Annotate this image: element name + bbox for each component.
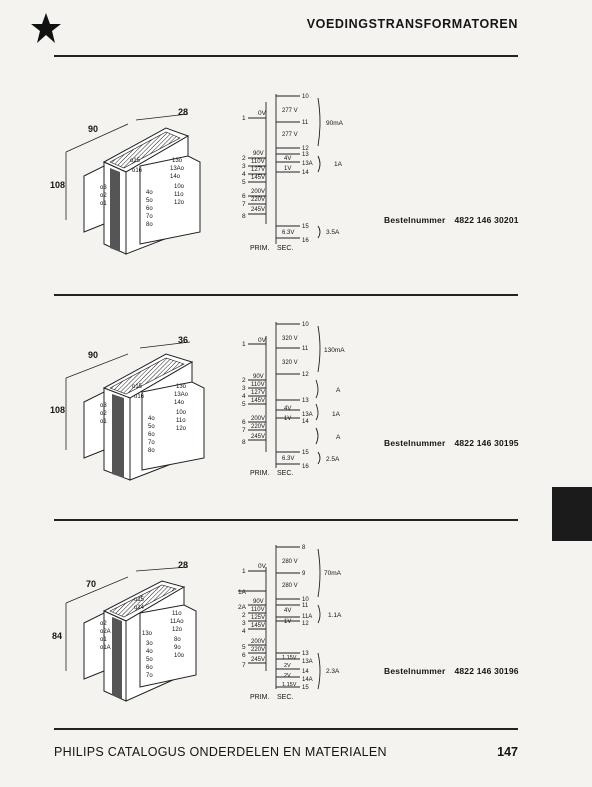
current-label: A [336, 434, 341, 441]
dim-height: 108 [50, 405, 66, 415]
prim-tap: 90V [253, 374, 264, 380]
prim-tap: 220V [251, 197, 266, 203]
order-label: Bestelnummer [384, 438, 446, 448]
sec-pin: 14 [302, 669, 309, 675]
prim-pin: 7 [242, 201, 246, 208]
pin-label: o16 [132, 168, 143, 174]
pin-label: 13Ao [174, 392, 189, 398]
pin-label: o1 [100, 201, 107, 207]
sec-pin: 9 [302, 571, 306, 577]
pin-label: 6o [148, 432, 155, 438]
section-divider [54, 519, 518, 521]
sec-pin: 16 [302, 464, 309, 470]
transformer-drawing-2 [0, 300, 592, 515]
prim-tap: 200V [251, 189, 266, 195]
pin-label: 8o [148, 448, 155, 454]
pin-label: 7o [148, 440, 155, 446]
prim-tap: 145V [251, 623, 266, 629]
prim-pin: 2 [242, 377, 246, 384]
prim-pin: 7 [242, 427, 246, 434]
sec-pin: 14 [302, 170, 309, 176]
order-number-1 [384, 215, 519, 225]
pin-label: 4o [146, 190, 153, 196]
sec-winding: 6.3V [282, 456, 295, 462]
prim-tap: 110V [251, 382, 265, 388]
sec-pin: 11A [302, 614, 313, 620]
page-number: 147 [497, 745, 518, 759]
prim-tap: 110V [251, 159, 265, 165]
prim-pin: 5 [242, 401, 246, 408]
pin-label: o14 [134, 605, 145, 611]
prim-pin: 6 [242, 419, 246, 426]
sec-winding: 1V [284, 416, 292, 422]
sec-winding: 277 V [282, 108, 298, 114]
prim-label: PRIM. [250, 245, 270, 252]
sec-winding: 280 V [282, 583, 298, 589]
pin-label: o16 [134, 394, 145, 400]
prim-tap: 127V [251, 167, 266, 173]
current-label: 1.1A [328, 612, 342, 619]
sec-label: SEC. [277, 694, 294, 701]
sec-pin: 12 [302, 621, 309, 627]
pin-label: 13o [176, 384, 187, 390]
pin-label: o2 [100, 411, 107, 417]
current-label: 70mA [324, 570, 341, 577]
order-number-2 [384, 438, 519, 448]
pin-label: o1A [100, 645, 111, 651]
pin-label: 11Ao [170, 619, 184, 625]
prim-pin: 4 [242, 393, 246, 400]
pin-label: 11o [174, 192, 184, 198]
prim-pin: 6 [242, 193, 246, 200]
current-label: A [336, 387, 341, 394]
prim-label: PRIM. [250, 694, 270, 701]
sec-winding: 1.15V [282, 682, 297, 688]
pin-label: 6o [146, 206, 153, 212]
pin-label: o15 [134, 597, 145, 603]
dim-depth: 28 [178, 560, 189, 570]
pin-label: 7o [146, 214, 153, 220]
sec-label: SEC. [277, 245, 294, 252]
order-label: Bestelnummer [384, 215, 446, 225]
sec-winding: 1V [284, 166, 292, 172]
prim-pin: 7 [242, 662, 246, 669]
sec-winding: 4V [284, 156, 292, 162]
sec-pin: 13A [302, 412, 313, 418]
sec-pin: 16 [302, 238, 309, 244]
current-label: 90mA [326, 120, 343, 127]
sec-winding: 6.3V [282, 230, 295, 236]
pin-label: 7o [146, 673, 153, 679]
pin-label: 14o [170, 174, 181, 180]
sec-pin: 14A [302, 677, 313, 683]
sec-pin: 11 [302, 120, 309, 126]
sec-winding: 2V [284, 663, 291, 669]
order-value: 4822 146 30196 [454, 666, 519, 676]
prim-tap: 245V [251, 207, 266, 213]
dim-width: 90 [88, 350, 99, 360]
sec-pin: 11 [302, 346, 309, 352]
prim-tap: 200V [251, 639, 266, 645]
pin-label: o2 [100, 621, 107, 627]
prim-pin: 8 [242, 439, 246, 446]
sec-pin: 10 [302, 94, 309, 100]
sec-pin: 10 [302, 322, 309, 328]
pin-label: 12o [172, 627, 183, 633]
prim-pin: 4 [242, 628, 246, 635]
prim-tap: 220V [251, 424, 266, 430]
dim-height: 108 [50, 180, 66, 190]
pin-label: 13o [172, 158, 183, 164]
sec-pin: 8 [302, 545, 306, 551]
prim-pin: 3 [242, 385, 246, 392]
sec-winding: 4V [284, 406, 292, 412]
current-label: 3.5A [326, 229, 340, 236]
pin-label: o2A [100, 629, 111, 635]
prim-tap: 145V [251, 398, 266, 404]
dim-width: 90 [88, 124, 99, 134]
prim-tap: 90V [253, 599, 264, 605]
pin-label: 13Ao [170, 166, 185, 172]
prim-pin: 2 [242, 612, 246, 619]
star-icon [30, 12, 62, 44]
pin-label: 10o [176, 410, 187, 416]
sec-pin: 14 [302, 419, 309, 425]
sec-pin: 10 [302, 597, 309, 603]
pin-label: 6o [146, 665, 153, 671]
transformer-section-3 [0, 525, 592, 725]
prim-pin: 1A [238, 589, 246, 596]
section-tab-marker [552, 487, 592, 541]
pin-label: 13o [142, 631, 153, 637]
dim-width: 70 [86, 579, 97, 589]
sec-winding: 1V [284, 619, 292, 625]
transformer-drawing-1 [0, 62, 592, 292]
header-divider [54, 55, 518, 57]
prim-pin: 2 [242, 155, 246, 162]
transformer-drawing-3 [0, 525, 592, 725]
pin-label: 10o [174, 184, 185, 190]
sec-pin: 11 [302, 603, 309, 609]
sec-pin: 13 [302, 152, 309, 158]
prim-pin: 5 [242, 179, 246, 186]
sec-winding: 320 V [282, 336, 298, 342]
current-label: 2.3A [326, 668, 340, 675]
dim-depth: 36 [178, 335, 189, 345]
sec-winding: 280 V [282, 559, 298, 565]
prim-tap: 220V [251, 647, 266, 653]
dim-height: 84 [52, 631, 63, 641]
prim-pin: 5 [242, 644, 246, 651]
transformer-section-1 [0, 62, 592, 292]
sec-winding: 320 V [282, 360, 298, 366]
sec-pin: 15 [302, 685, 309, 691]
catalog-footer: PHILIPS CATALOGUS ONDERDELEN EN MATERIALEN [54, 745, 387, 759]
prim-tap: 127V [251, 390, 266, 396]
prim-tap: 145V [251, 175, 266, 181]
pin-label: o15 [130, 158, 141, 164]
prim-tap: 125V [251, 615, 266, 621]
prim-tap: 0V [258, 337, 266, 344]
pin-label: 4o [148, 416, 155, 422]
pin-label: 5o [148, 424, 155, 430]
prim-tap: 90V [253, 151, 264, 157]
sec-winding: 277 V [282, 132, 298, 138]
pin-label: 8o [146, 222, 153, 228]
sec-label: SEC. [277, 470, 294, 477]
pin-label: 5o [146, 657, 153, 663]
prim-pin: 3 [242, 163, 246, 170]
sec-pin: 13A [302, 659, 313, 665]
pin-label: o3 [100, 403, 107, 409]
sec-pin: 15 [302, 224, 309, 230]
sec-winding: 1.15V [282, 655, 297, 661]
prim-tap: 0V [258, 563, 266, 570]
pin-label: 11o [172, 611, 182, 617]
page-title: VOEDINGSTRANSFORMATOREN [306, 17, 518, 31]
prim-pin: 4 [242, 171, 246, 178]
prim-tap: 245V [251, 657, 266, 663]
pin-label: o1 [100, 419, 107, 425]
transformer-section-2 [0, 300, 592, 515]
sec-pin: 15 [302, 450, 309, 456]
prim-tap: 245V [251, 434, 266, 440]
pin-label: 5o [146, 198, 153, 204]
pin-label: 3o [146, 641, 153, 647]
pin-label: o15 [132, 384, 143, 390]
prim-pin: 8 [242, 213, 246, 220]
pin-label: o3 [100, 185, 107, 191]
prim-pin: 1 [242, 341, 246, 348]
prim-tap: 200V [251, 416, 266, 422]
prim-pin: 6 [242, 652, 246, 659]
pin-label: 9o [174, 645, 181, 651]
pin-label: 12o [176, 426, 187, 432]
prim-pin: 2A [238, 604, 246, 611]
order-label: Bestelnummer [384, 666, 446, 676]
pin-label: o2 [100, 193, 107, 199]
prim-pin: 3 [242, 620, 246, 627]
pin-label: 12o [174, 200, 185, 206]
sec-pin: 12 [302, 372, 309, 378]
order-number-3 [384, 666, 519, 676]
prim-tap: 0V [258, 110, 266, 117]
current-label: 1A [332, 411, 340, 418]
current-label: 130mA [324, 347, 345, 354]
current-label: 1A [334, 161, 342, 168]
sec-pin: 13 [302, 651, 309, 657]
prim-label: PRIM. [250, 470, 270, 477]
pin-label: 11o [176, 418, 186, 424]
sec-winding: 2V [284, 673, 291, 679]
footer-divider [54, 728, 518, 730]
prim-pin: 1 [242, 115, 246, 122]
sec-pin: 13 [302, 398, 309, 404]
pin-label: 4o [146, 649, 153, 655]
sec-pin: 12 [302, 146, 309, 152]
prim-tap: 110V [251, 607, 265, 613]
section-divider [54, 294, 518, 296]
dim-depth: 28 [178, 107, 189, 117]
pin-label: 8o [174, 637, 181, 643]
pin-label: 14o [174, 400, 185, 406]
order-value: 4822 146 30195 [454, 438, 519, 448]
sec-pin: 13A [302, 161, 313, 167]
pin-label: o1 [100, 637, 107, 643]
current-label: 2.5A [326, 456, 340, 463]
sec-winding: 4V [284, 608, 292, 614]
order-value: 4822 146 30201 [454, 215, 519, 225]
prim-pin: 1 [242, 568, 246, 575]
pin-label: 10o [174, 653, 185, 659]
